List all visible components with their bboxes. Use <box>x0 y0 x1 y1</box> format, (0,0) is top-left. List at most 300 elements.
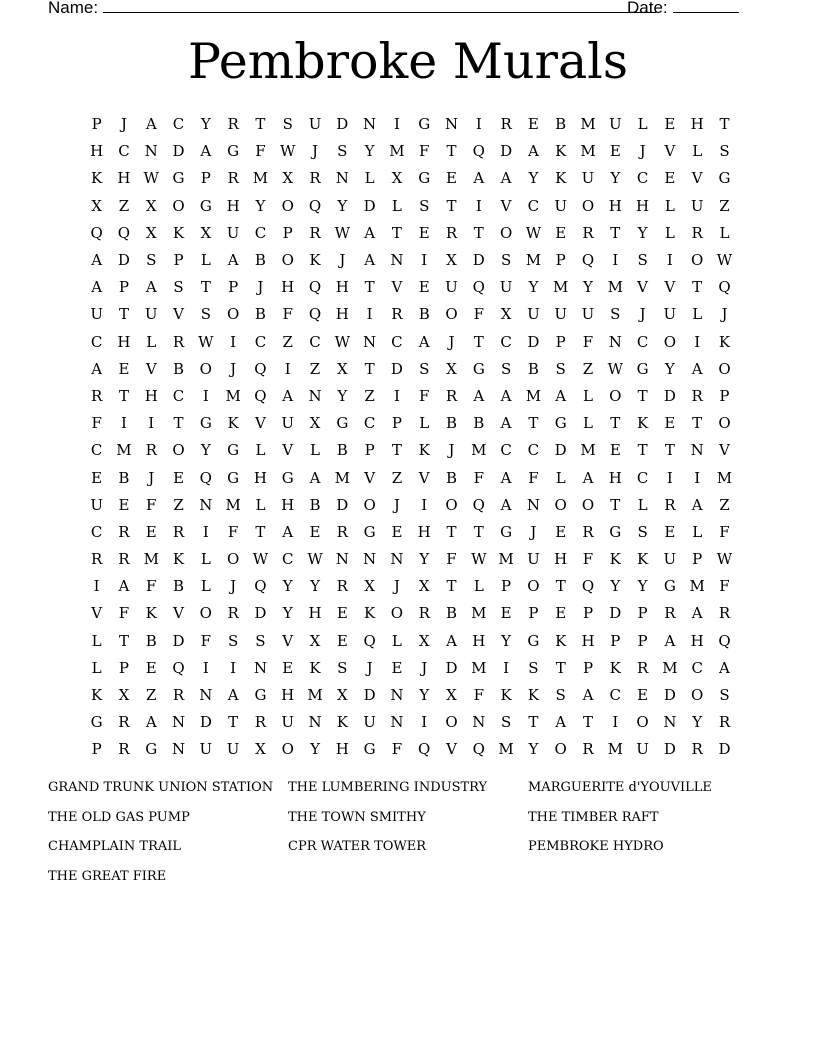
grid-letter[interactable]: F <box>200 631 212 650</box>
grid-letter[interactable]: Y <box>692 713 703 732</box>
grid-letter[interactable]: Z <box>146 686 157 705</box>
grid-letter[interactable]: M <box>252 169 269 188</box>
grid-letter[interactable]: W <box>307 550 323 569</box>
grid-letter[interactable]: I <box>120 414 127 433</box>
grid-letter[interactable]: G <box>472 359 485 378</box>
grid-letter[interactable]: N <box>390 713 404 732</box>
grid-letter[interactable]: E <box>500 604 512 623</box>
grid-letter[interactable]: N <box>363 550 377 569</box>
grid-letter[interactable]: E <box>664 169 676 188</box>
grid-letter[interactable]: O <box>226 305 240 324</box>
grid-letter[interactable]: O <box>499 223 513 242</box>
grid-letter[interactable]: A <box>145 278 157 297</box>
grid-letter[interactable]: B <box>445 604 458 623</box>
grid-letter[interactable]: N <box>363 115 377 134</box>
grid-letter[interactable]: D <box>527 332 540 351</box>
grid-letter[interactable]: H <box>335 305 349 324</box>
grid-letter[interactable]: S <box>200 305 211 324</box>
grid-letter[interactable]: Y <box>528 169 539 188</box>
grid-letter[interactable]: B <box>445 414 458 433</box>
grid-letter[interactable]: I <box>421 713 428 732</box>
grid-letter[interactable]: L <box>692 305 703 324</box>
grid-letter[interactable]: Q <box>117 223 131 242</box>
grid-letter[interactable]: O <box>718 359 731 378</box>
grid-letter[interactable]: V <box>664 142 676 161</box>
grid-letter[interactable]: C <box>309 332 321 351</box>
grid-letter[interactable]: U <box>199 740 213 759</box>
grid-letter[interactable]: N <box>690 441 704 460</box>
grid-letter[interactable]: V <box>637 278 648 297</box>
grid-letter[interactable]: N <box>199 686 213 705</box>
grid-letter[interactable]: H <box>608 196 622 215</box>
grid-letter[interactable]: S <box>337 658 348 677</box>
grid-letter[interactable]: O <box>554 740 567 759</box>
grid-letter[interactable]: F <box>419 386 430 405</box>
grid-letter[interactable]: A <box>719 658 730 677</box>
grid-letter[interactable]: M <box>607 278 623 297</box>
grid-letter[interactable]: A <box>145 713 157 732</box>
grid-letter[interactable]: G <box>418 115 431 134</box>
grid-letter[interactable]: U <box>499 278 513 297</box>
grid-letter[interactable]: F <box>719 522 730 541</box>
grid-letter[interactable]: M <box>716 468 733 487</box>
grid-letter[interactable]: I <box>230 332 237 351</box>
grid-letter[interactable]: C <box>391 332 403 351</box>
grid-letter[interactable]: U <box>527 550 540 569</box>
grid-letter[interactable]: T <box>637 441 648 460</box>
grid-letter[interactable]: X <box>282 169 294 188</box>
grid-letter[interactable]: A <box>91 251 103 270</box>
grid-letter[interactable]: A <box>91 278 103 297</box>
grid-letter[interactable]: B <box>336 441 348 460</box>
grid-letter[interactable]: Z <box>364 386 375 405</box>
grid-letter[interactable]: Y <box>664 359 675 378</box>
grid-letter[interactable]: H <box>335 278 349 297</box>
grid-letter[interactable]: L <box>391 196 402 215</box>
grid-letter[interactable]: J <box>339 251 346 270</box>
grid-letter[interactable]: X <box>336 359 348 378</box>
grid-letter[interactable]: R <box>664 604 676 623</box>
grid-letter[interactable]: R <box>664 495 676 514</box>
grid-letter[interactable]: P <box>582 604 594 623</box>
grid-letter[interactable]: T <box>173 414 184 433</box>
grid-letter[interactable]: J <box>393 495 400 514</box>
grid-letter[interactable]: L <box>91 631 102 650</box>
grid-letter[interactable]: Z <box>719 495 730 514</box>
grid-letter[interactable]: X <box>391 169 403 188</box>
grid-letter[interactable]: A <box>227 686 239 705</box>
grid-letter[interactable]: E <box>664 115 676 134</box>
grid-letter[interactable]: L <box>419 414 430 433</box>
grid-letter[interactable]: E <box>418 223 430 242</box>
grid-letter[interactable]: U <box>690 196 704 215</box>
grid-letter[interactable]: A <box>282 386 294 405</box>
grid-letter[interactable]: W <box>716 251 733 270</box>
grid-letter[interactable]: J <box>639 142 646 161</box>
grid-letter[interactable]: R <box>336 522 348 541</box>
grid-letter[interactable]: S <box>419 359 430 378</box>
grid-letter[interactable]: P <box>501 577 512 596</box>
grid-letter[interactable]: A <box>309 468 321 487</box>
grid-letter[interactable]: E <box>118 359 130 378</box>
grid-letter[interactable]: C <box>172 115 185 134</box>
grid-letter[interactable]: R <box>172 686 185 705</box>
grid-letter[interactable]: U <box>281 713 295 732</box>
grid-letter[interactable]: Z <box>719 196 730 215</box>
grid-letter[interactable]: V <box>255 414 266 433</box>
grid-letter[interactable]: R <box>418 604 430 623</box>
grid-letter[interactable]: V <box>145 359 157 378</box>
grid-letter[interactable]: D <box>445 658 458 677</box>
grid-letter[interactable]: L <box>664 223 675 242</box>
grid-letter[interactable]: C <box>691 658 703 677</box>
grid-letter[interactable]: L <box>255 441 266 460</box>
grid-letter[interactable]: J <box>530 522 537 541</box>
grid-letter[interactable]: P <box>228 278 239 297</box>
grid-letter[interactable]: L <box>692 522 703 541</box>
grid-letter[interactable]: K <box>91 169 103 188</box>
grid-letter[interactable]: R <box>118 713 130 732</box>
grid-letter[interactable]: W <box>334 223 351 242</box>
grid-letter[interactable]: E <box>555 604 567 623</box>
grid-letter[interactable]: P <box>91 740 102 759</box>
grid-letter[interactable]: O <box>172 196 185 215</box>
grid-letter[interactable]: Y <box>528 740 539 759</box>
grid-letter[interactable]: G <box>527 631 540 650</box>
grid-letter[interactable]: N <box>472 713 486 732</box>
grid-letter[interactable]: U <box>90 305 103 324</box>
grid-letter[interactable]: C <box>118 142 130 161</box>
grid-letter[interactable]: S <box>500 251 512 270</box>
grid-letter[interactable]: Q <box>472 495 485 514</box>
grid-letter[interactable]: L <box>364 169 375 188</box>
grid-letter[interactable]: O <box>199 604 212 623</box>
grid-letter[interactable]: M <box>471 604 487 623</box>
grid-letter[interactable]: I <box>421 495 428 514</box>
grid-letter[interactable]: R <box>636 658 649 677</box>
grid-letter[interactable]: T <box>719 115 730 134</box>
grid-letter[interactable]: A <box>582 686 594 705</box>
grid-letter[interactable]: C <box>636 332 649 351</box>
grid-letter[interactable]: L <box>91 658 102 677</box>
grid-letter[interactable]: O <box>445 305 458 324</box>
grid-letter[interactable]: D <box>663 686 676 705</box>
grid-letter[interactable]: O <box>554 495 567 514</box>
grid-letter[interactable]: V <box>500 196 512 215</box>
grid-letter[interactable]: U <box>144 305 158 324</box>
grid-letter[interactable]: F <box>582 332 594 351</box>
grid-letter[interactable]: N <box>526 495 540 514</box>
grid-letter[interactable]: B <box>418 305 430 324</box>
grid-letter[interactable]: Y <box>310 577 320 596</box>
grid-letter[interactable]: L <box>637 115 648 134</box>
grid-letter[interactable]: P <box>528 604 539 623</box>
grid-letter[interactable]: S <box>719 142 730 161</box>
grid-letter[interactable]: T <box>610 414 621 433</box>
grid-letter[interactable]: F <box>528 468 539 487</box>
grid-letter[interactable]: S <box>637 251 648 270</box>
grid-letter[interactable]: X <box>145 223 157 242</box>
grid-letter[interactable]: O <box>691 686 704 705</box>
grid-letter[interactable]: I <box>666 251 673 270</box>
grid-letter[interactable]: L <box>692 142 703 161</box>
grid-letter[interactable]: M <box>689 577 705 596</box>
grid-letter[interactable]: E <box>555 522 567 541</box>
grid-letter[interactable]: C <box>90 441 103 460</box>
grid-letter[interactable]: O <box>718 414 731 433</box>
grid-letter[interactable]: L <box>637 495 648 514</box>
grid-letter[interactable]: V <box>173 604 184 623</box>
grid-letter[interactable]: P <box>200 169 211 188</box>
grid-letter[interactable]: N <box>171 713 186 732</box>
grid-letter[interactable]: T <box>528 414 539 433</box>
grid-letter[interactable]: N <box>308 386 322 405</box>
grid-letter[interactable]: K <box>418 441 430 460</box>
grid-letter[interactable]: B <box>145 631 157 650</box>
grid-letter[interactable]: S <box>227 631 239 650</box>
grid-letter[interactable]: L <box>255 495 266 514</box>
grid-letter[interactable]: Y <box>528 278 539 297</box>
grid-letter[interactable]: S <box>637 522 648 541</box>
grid-letter[interactable]: D <box>336 495 349 514</box>
grid-letter[interactable]: F <box>282 305 293 324</box>
grid-letter[interactable]: G <box>363 522 376 541</box>
grid-letter[interactable]: D <box>363 196 376 215</box>
grid-letter[interactable]: T <box>364 278 375 297</box>
grid-letter[interactable]: R <box>391 305 403 324</box>
grid-letter[interactable]: J <box>421 658 428 677</box>
grid-letter[interactable]: A <box>145 115 157 134</box>
grid-letter[interactable]: A <box>200 142 212 161</box>
grid-letter[interactable]: Q <box>308 196 322 215</box>
grid-letter[interactable]: T <box>446 196 457 215</box>
grid-letter[interactable]: H <box>281 495 295 514</box>
grid-letter[interactable]: A <box>473 169 485 188</box>
grid-letter[interactable]: I <box>284 359 291 378</box>
grid-letter[interactable]: A <box>500 414 512 433</box>
grid-letter[interactable]: D <box>609 604 622 623</box>
grid-letter[interactable]: W <box>280 142 296 161</box>
grid-letter[interactable]: U <box>608 115 622 134</box>
grid-letter[interactable]: Q <box>308 305 322 324</box>
grid-letter[interactable]: I <box>148 414 155 433</box>
grid-letter[interactable]: O <box>199 359 212 378</box>
grid-letter[interactable]: Y <box>200 115 211 134</box>
grid-letter[interactable]: T <box>528 713 539 732</box>
grid-letter[interactable]: L <box>473 577 484 596</box>
grid-letter[interactable]: T <box>446 522 457 541</box>
grid-letter[interactable]: L <box>583 414 593 433</box>
grid-letter[interactable]: F <box>719 577 730 596</box>
grid-letter[interactable]: J <box>366 658 373 677</box>
grid-letter[interactable]: B <box>173 577 185 596</box>
grid-letter[interactable]: T <box>228 713 239 732</box>
grid-letter[interactable]: P <box>173 251 184 270</box>
grid-letter[interactable]: T <box>118 631 129 650</box>
grid-letter[interactable]: A <box>364 251 376 270</box>
grid-letter[interactable]: M <box>389 142 405 161</box>
grid-letter[interactable]: Y <box>419 686 430 705</box>
grid-letter[interactable]: B <box>473 414 485 433</box>
grid-letter[interactable]: A <box>118 577 130 596</box>
grid-letter[interactable]: O <box>445 713 458 732</box>
grid-letter[interactable]: Q <box>90 223 103 242</box>
grid-letter[interactable]: R <box>118 550 130 569</box>
grid-letter[interactable]: M <box>116 441 132 460</box>
grid-letter[interactable]: J <box>230 577 237 596</box>
grid-letter[interactable]: V <box>446 740 457 759</box>
grid-letter[interactable]: C <box>527 441 540 460</box>
grid-letter[interactable]: E <box>664 414 676 433</box>
grid-letter[interactable]: X <box>446 686 457 705</box>
grid-letter[interactable]: R <box>172 332 185 351</box>
grid-letter[interactable]: Y <box>610 169 621 188</box>
grid-letter[interactable]: O <box>691 251 704 270</box>
grid-letter[interactable]: T <box>255 115 266 134</box>
grid-letter[interactable]: B <box>254 251 266 270</box>
grid-letter[interactable]: E <box>91 468 103 487</box>
grid-letter[interactable]: P <box>555 251 566 270</box>
grid-letter[interactable]: J <box>639 305 646 324</box>
grid-letter[interactable]: D <box>472 251 485 270</box>
grid-letter[interactable]: I <box>694 468 701 487</box>
grid-letter[interactable]: G <box>554 414 567 433</box>
grid-letter[interactable]: A <box>691 604 703 623</box>
grid-letter[interactable]: S <box>555 686 566 705</box>
grid-letter[interactable]: O <box>445 495 458 514</box>
grid-letter[interactable]: Y <box>419 550 430 569</box>
grid-letter[interactable]: N <box>608 332 622 351</box>
grid-letter[interactable]: R <box>309 223 321 242</box>
grid-letter[interactable]: F <box>473 468 485 487</box>
grid-letter[interactable]: J <box>448 441 455 460</box>
grid-letter[interactable]: R <box>582 740 594 759</box>
grid-letter[interactable]: Y <box>637 577 648 596</box>
grid-letter[interactable]: I <box>393 115 400 134</box>
grid-letter[interactable]: G <box>636 359 649 378</box>
grid-letter[interactable]: M <box>580 142 596 161</box>
grid-letter[interactable]: L <box>146 332 157 351</box>
grid-letter[interactable]: H <box>144 386 158 405</box>
grid-letter[interactable]: T <box>200 278 211 297</box>
grid-letter[interactable]: E <box>145 658 157 677</box>
grid-letter[interactable]: X <box>446 359 457 378</box>
grid-letter[interactable]: R <box>118 522 130 541</box>
grid-letter[interactable]: U <box>636 740 649 759</box>
grid-letter[interactable]: W <box>716 550 733 569</box>
grid-letter[interactable]: C <box>363 414 376 433</box>
grid-letter[interactable]: K <box>91 686 103 705</box>
grid-letter[interactable]: E <box>664 522 676 541</box>
grid-letter[interactable]: I <box>612 251 619 270</box>
grid-letter[interactable]: C <box>254 223 267 242</box>
grid-letter[interactable]: E <box>309 522 321 541</box>
grid-letter[interactable]: F <box>391 740 403 759</box>
grid-letter[interactable]: P <box>282 223 293 242</box>
grid-letter[interactable]: G <box>90 713 103 732</box>
grid-letter[interactable]: S <box>173 278 184 297</box>
grid-letter[interactable]: I <box>475 196 482 215</box>
grid-letter[interactable]: A <box>500 169 512 188</box>
grid-letter[interactable]: E <box>527 115 539 134</box>
grid-letter[interactable]: I <box>666 468 673 487</box>
grid-letter[interactable]: V <box>391 278 403 297</box>
grid-letter[interactable]: N <box>390 251 404 270</box>
grid-letter[interactable]: X <box>418 577 430 596</box>
grid-letter[interactable]: G <box>663 577 676 596</box>
grid-letter[interactable]: V <box>91 604 103 623</box>
grid-letter[interactable]: B <box>309 495 321 514</box>
grid-letter[interactable]: T <box>364 359 375 378</box>
grid-letter[interactable]: T <box>446 142 457 161</box>
grid-letter[interactable]: R <box>172 522 185 541</box>
grid-letter[interactable]: H <box>117 169 131 188</box>
grid-letter[interactable]: L <box>555 468 566 487</box>
grid-letter[interactable]: D <box>500 142 513 161</box>
grid-letter[interactable]: M <box>225 386 241 405</box>
grid-letter[interactable]: Q <box>363 631 376 650</box>
grid-letter[interactable]: H <box>690 631 704 650</box>
grid-letter[interactable]: Y <box>583 278 593 297</box>
grid-letter[interactable]: M <box>580 115 596 134</box>
grid-letter[interactable]: Q <box>254 577 267 596</box>
grid-letter[interactable]: F <box>473 686 485 705</box>
grid-letter[interactable]: T <box>555 658 566 677</box>
grid-letter[interactable]: M <box>334 468 350 487</box>
grid-letter[interactable]: N <box>663 713 677 732</box>
grid-letter[interactable]: U <box>363 713 376 732</box>
grid-letter[interactable]: P <box>364 441 375 460</box>
grid-letter[interactable]: N <box>308 713 322 732</box>
grid-letter[interactable]: T <box>664 441 675 460</box>
grid-letter[interactable]: O <box>281 196 294 215</box>
grid-letter[interactable]: T <box>118 305 129 324</box>
grid-letter[interactable]: G <box>172 169 185 188</box>
grid-letter[interactable]: A <box>691 359 703 378</box>
grid-letter[interactable]: S <box>719 686 730 705</box>
grid-letter[interactable]: P <box>610 631 621 650</box>
grid-letter[interactable]: D <box>718 740 731 759</box>
grid-letter[interactable]: L <box>664 196 675 215</box>
grid-letter[interactable]: G <box>718 169 731 188</box>
grid-letter[interactable]: M <box>580 441 596 460</box>
grid-letter[interactable]: I <box>230 658 237 677</box>
grid-letter[interactable]: E <box>446 169 457 188</box>
grid-letter[interactable]: Q <box>581 577 595 596</box>
grid-letter[interactable]: C <box>636 169 649 188</box>
grid-letter[interactable]: W <box>607 359 623 378</box>
grid-letter[interactable]: A <box>500 468 512 487</box>
grid-letter[interactable]: T <box>391 441 402 460</box>
grid-letter[interactable]: H <box>335 740 349 759</box>
grid-letter[interactable]: R <box>118 740 130 759</box>
grid-letter[interactable]: U <box>226 223 240 242</box>
grid-letter[interactable]: R <box>445 223 458 242</box>
grid-letter[interactable]: D <box>663 740 676 759</box>
grid-letter[interactable]: N <box>335 550 349 569</box>
grid-letter[interactable]: M <box>307 686 323 705</box>
grid-letter[interactable]: J <box>721 305 728 324</box>
grid-letter[interactable]: E <box>336 631 348 650</box>
grid-letter[interactable]: G <box>609 522 622 541</box>
grid-letter[interactable]: H <box>90 142 104 161</box>
grid-letter[interactable]: V <box>664 278 676 297</box>
grid-letter[interactable]: Y <box>282 577 293 596</box>
grid-letter[interactable]: U <box>554 196 568 215</box>
grid-letter[interactable]: R <box>718 713 731 732</box>
grid-letter[interactable]: T <box>582 713 593 732</box>
grid-letter[interactable]: T <box>446 577 457 596</box>
